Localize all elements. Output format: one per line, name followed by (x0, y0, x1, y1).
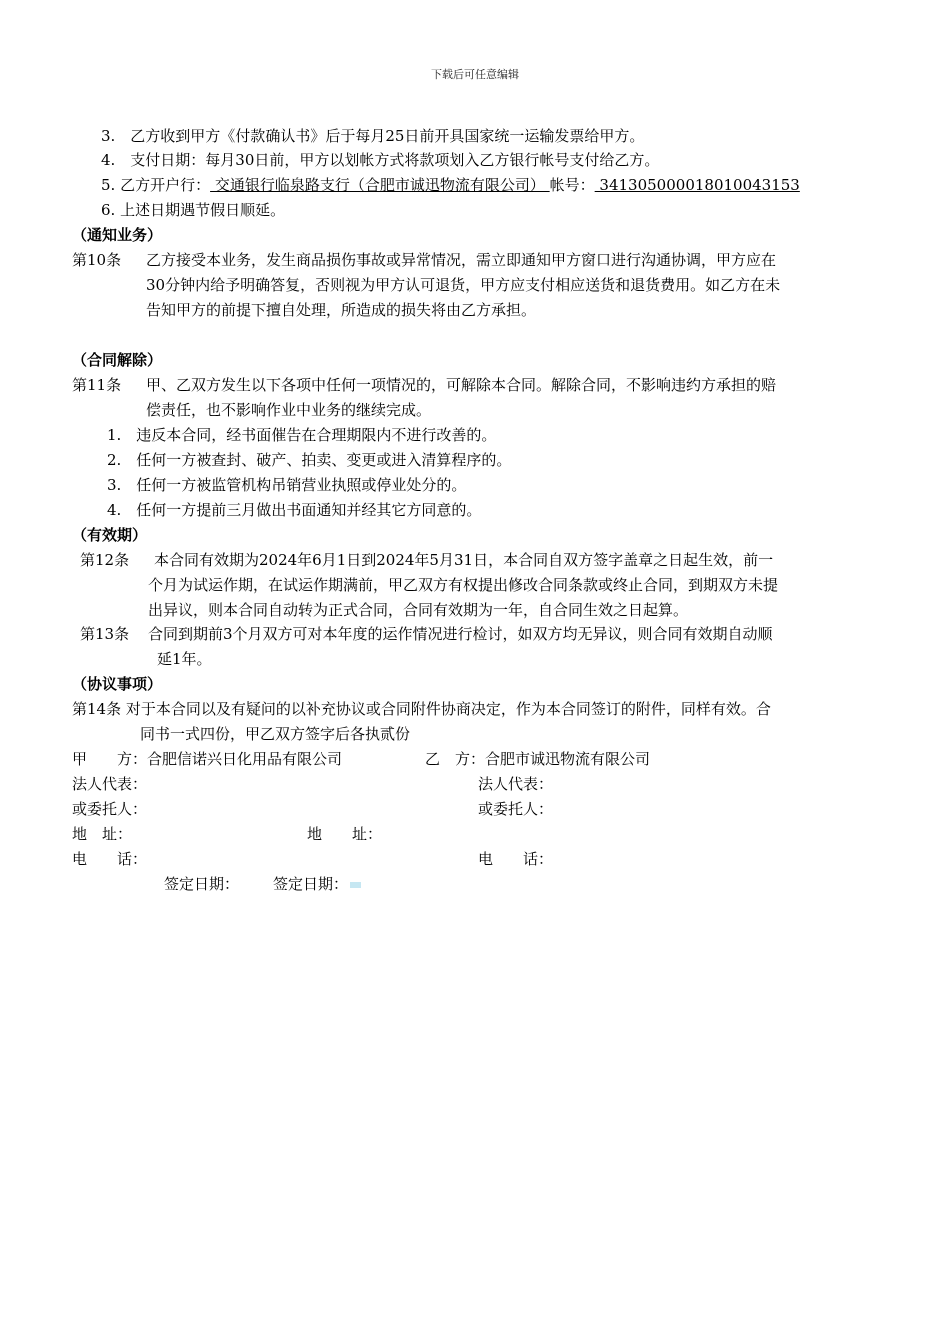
party-b-row (425, 747, 650, 772)
legal-rep-b: 法人代表： (478, 775, 554, 793)
termination-item-4: 4. 任何一方提前三月做出书面通知并经其它方同意的。 (107, 501, 482, 519)
article-12-line-2: 个月为试运作期，在试运作期满前，甲乙双方有权提出修改合同条款或终止合同，到期双方未提 (148, 576, 779, 594)
legal-rep-a: 法人代表： (72, 775, 148, 793)
address-b: 地 址： (307, 825, 383, 843)
phone-a: 电 话： (72, 850, 148, 868)
termination-item-1: 1. 违反本合同，经书面催告在合理期限内不进行改善的。 (107, 426, 497, 444)
address-a: 地 址： (72, 825, 133, 843)
termination-item-3: 3. 任何一方被监管机构吊销营业执照或停业处分的。 (107, 476, 467, 494)
section-heading-validity: （有效期） (72, 526, 148, 544)
article-13-line-2: 延1年。 (157, 650, 212, 668)
field-highlight-marker (350, 882, 361, 888)
section-heading-termination: （合同解除） (72, 351, 163, 369)
bank-label: 5. 乙方开户行： (101, 176, 211, 194)
article-10-number: 第10条 (72, 251, 122, 269)
article-11-number: 第11条 (72, 376, 122, 394)
article-14-line-1: 第14条 对于本合同以及有疑问的以补充协议或合同附件协商决定，作为本合同签订的附件，同样有效。合 (72, 700, 771, 718)
proxy-b: 或委托人： (478, 800, 554, 818)
party-b-label: 乙 方： (425, 750, 486, 768)
article-10-line-1: 乙方接受本业务，发生商品损伤事故或异常情况，需立即通知甲方窗口进行沟通协调，甲方应在 (146, 251, 777, 269)
section-heading-notice: （通知业务） (72, 226, 163, 244)
phone-b: 电 话： (478, 850, 554, 868)
page-header: 下载后可任意编辑 (431, 68, 519, 81)
sign-date-a: 签定日期： (164, 875, 240, 893)
article-13-number: 第13条 (80, 625, 130, 643)
termination-item-2: 2. 任何一方被查封、破产、拍卖、变更或进入清算程序的。 (107, 451, 512, 469)
article-11-line-2: 偿责任，也不影响作业中业务的继续完成。 (146, 401, 432, 419)
article-11-line-1: 甲、乙双方发生以下各项中任何一项情况的，可解除本合同。解除合同，不影响违约方承担的赔 (146, 376, 777, 394)
payment-item-6: 6. 上述日期遇节假日顺延。 (101, 201, 286, 219)
article-13-line-1: 合同到期前3个月双方可对本年度的运作情况进行检讨，如双方均无异议，则合同有效期自动顺 (148, 625, 773, 643)
party-a-name: 合肥信诺兴日化用品有限公司 (147, 750, 343, 768)
party-a-label: 甲 方： (72, 750, 148, 768)
sign-date-b-row (273, 872, 361, 897)
party-b-name: 合肥市诚迅物流有限公司 (485, 750, 651, 768)
account-number: 341305000018010043153 (594, 176, 800, 194)
account-label: 帐号： (549, 176, 595, 194)
article-10-line-2: 30分钟内给予明确答复，否则视为甲方认可退货，甲方应支付相应送货和退货费用。如乙方在未 (146, 276, 781, 294)
article-10-line-3: 告知甲方的前提下擅自处理，所造成的损失将由乙方承担。 (146, 301, 537, 319)
section-heading-agreement: （协议事项） (72, 675, 163, 693)
party-a-row (72, 747, 342, 772)
payment-item-4: 4. 支付日期：每月30日前，甲方以划帐方式将款项划入乙方银行帐号支付给乙方。 (101, 151, 660, 169)
bank-name: 交通银行临泉路支行（合肥市诚迅物流有限公司） (210, 176, 550, 194)
article-14-line-2: 同书一式四份，甲乙双方签字后各执贰份 (140, 725, 411, 743)
article-12-number: 第12条 (80, 551, 130, 569)
sign-date-b: 签定日期： (273, 875, 349, 893)
proxy-a: 或委托人： (72, 800, 148, 818)
payment-item-5 (101, 173, 800, 198)
payment-item-3: 3. 乙方收到甲方《付款确认书》后于每月25日前开具国家统一运输发票给甲方。 (101, 127, 645, 145)
article-12-line-3: 出异议，则本合同自动转为正式合同，合同有效期为一年，自合同生效之日起算。 (148, 601, 689, 619)
article-12-line-1: 本合同有效期为2024年6月1日到2024年5月31日，本合同自双方签字盖章之日起生效，前一 (154, 551, 774, 569)
